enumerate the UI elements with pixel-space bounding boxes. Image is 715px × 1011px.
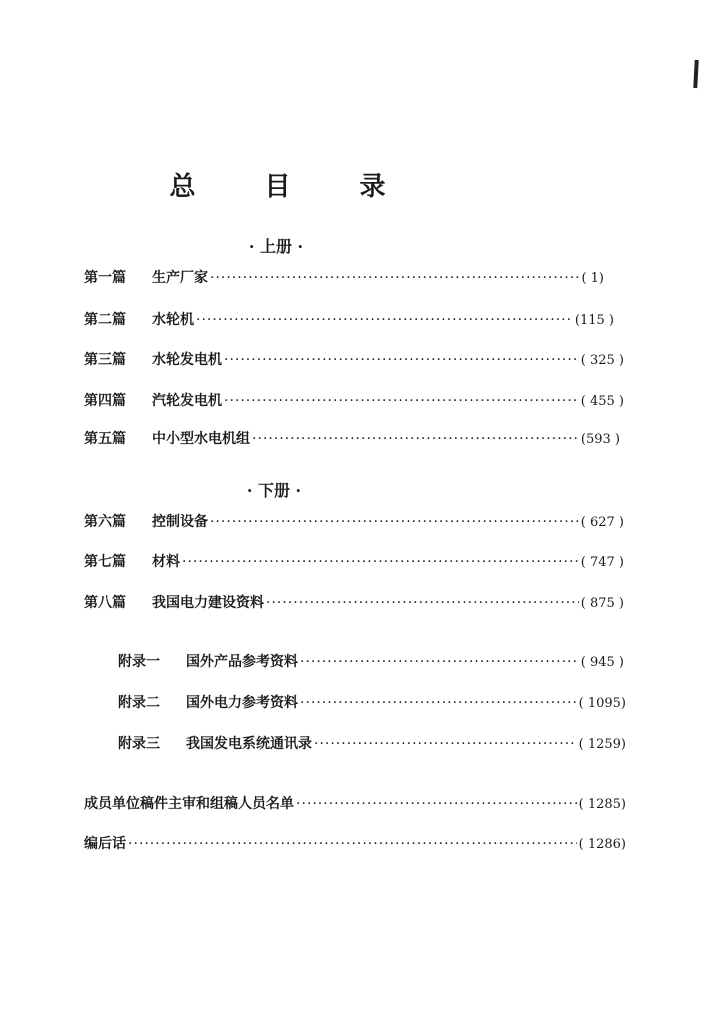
entry-number: 第四篇 (84, 393, 126, 409)
appendix-page: ( 945 ) (580, 655, 624, 670)
extra-title: 成员单位稿件主审和组稿人员名单 (84, 796, 294, 812)
entry-title: 材料 (152, 554, 180, 570)
entry-title: 中小型水电机组 (152, 431, 250, 447)
toc-appendix[interactable] (118, 693, 626, 713)
dot-leader (210, 512, 579, 532)
dot-leader (210, 268, 579, 288)
toc-appendix[interactable] (118, 652, 624, 672)
entry-page: ( 1) (581, 271, 604, 286)
entry-title: 水轮发电机 (152, 352, 222, 368)
section-heading-vol1: · 上册 · (248, 237, 304, 256)
toc-entry[interactable] (84, 512, 624, 532)
appendix-title: 国外产品参考资料 (186, 654, 298, 670)
toc-entry[interactable] (84, 310, 614, 330)
toc-entry[interactable] (84, 593, 624, 613)
toc-entry[interactable] (84, 268, 604, 288)
toc-entry[interactable] (84, 391, 624, 411)
appendix-number: 附录二 (118, 695, 160, 711)
page-title: 总 目 录 (169, 172, 416, 202)
dot-leader (296, 794, 577, 814)
entry-title: 我国电力建设资料 (152, 595, 264, 611)
section-heading-vol2: · 下册 · (246, 481, 302, 500)
entry-page: ( 325 ) (580, 353, 624, 368)
entry-page: (115 ) (574, 313, 614, 328)
entry-number: 第二篇 (84, 312, 126, 328)
scan-edge-mark (693, 60, 698, 88)
appendix-number: 附录三 (118, 736, 160, 752)
entry-number: 第六篇 (84, 514, 126, 530)
extra-page: ( 1285) (578, 797, 626, 812)
entry-title: 水轮机 (152, 312, 194, 328)
extra-title: 编后话 (84, 836, 126, 852)
dot-leader (314, 734, 577, 754)
toc-entry[interactable] (84, 429, 620, 449)
dot-leader (128, 834, 577, 854)
dot-leader (224, 391, 579, 411)
toc-extra[interactable] (84, 834, 626, 854)
dot-leader (266, 593, 579, 613)
entry-page: ( 875 ) (580, 596, 624, 611)
entry-number: 第七篇 (84, 554, 126, 570)
appendix-title: 我国发电系统通讯录 (186, 736, 312, 752)
entry-page: ( 627 ) (580, 515, 624, 530)
dot-leader (224, 350, 579, 370)
toc-appendix[interactable] (118, 734, 626, 754)
toc-extra[interactable] (84, 794, 626, 814)
entry-number: 第三篇 (84, 352, 126, 368)
entry-title: 控制设备 (152, 514, 208, 530)
entry-number: 第一篇 (84, 270, 126, 286)
entry-page: ( 747 ) (580, 555, 624, 570)
appendix-title: 国外电力参考资料 (186, 695, 298, 711)
appendix-number: 附录一 (118, 654, 160, 670)
entry-title: 生产厂家 (152, 270, 208, 286)
toc-entry[interactable] (84, 552, 624, 572)
entry-number: 第八篇 (84, 595, 126, 611)
entry-page: ( 455 ) (580, 394, 624, 409)
dot-leader (182, 552, 579, 572)
entry-number: 第五篇 (84, 431, 126, 447)
entry-page: (593 ) (580, 432, 620, 447)
appendix-page: ( 1095) (578, 696, 626, 711)
appendix-page: ( 1259) (578, 737, 626, 752)
dot-leader (252, 429, 579, 449)
entry-title: 汽轮发电机 (152, 393, 222, 409)
dot-leader (196, 310, 573, 330)
dot-leader (300, 652, 579, 672)
toc-entry[interactable] (84, 350, 624, 370)
dot-leader (300, 693, 577, 713)
extra-page: ( 1286) (578, 837, 626, 852)
